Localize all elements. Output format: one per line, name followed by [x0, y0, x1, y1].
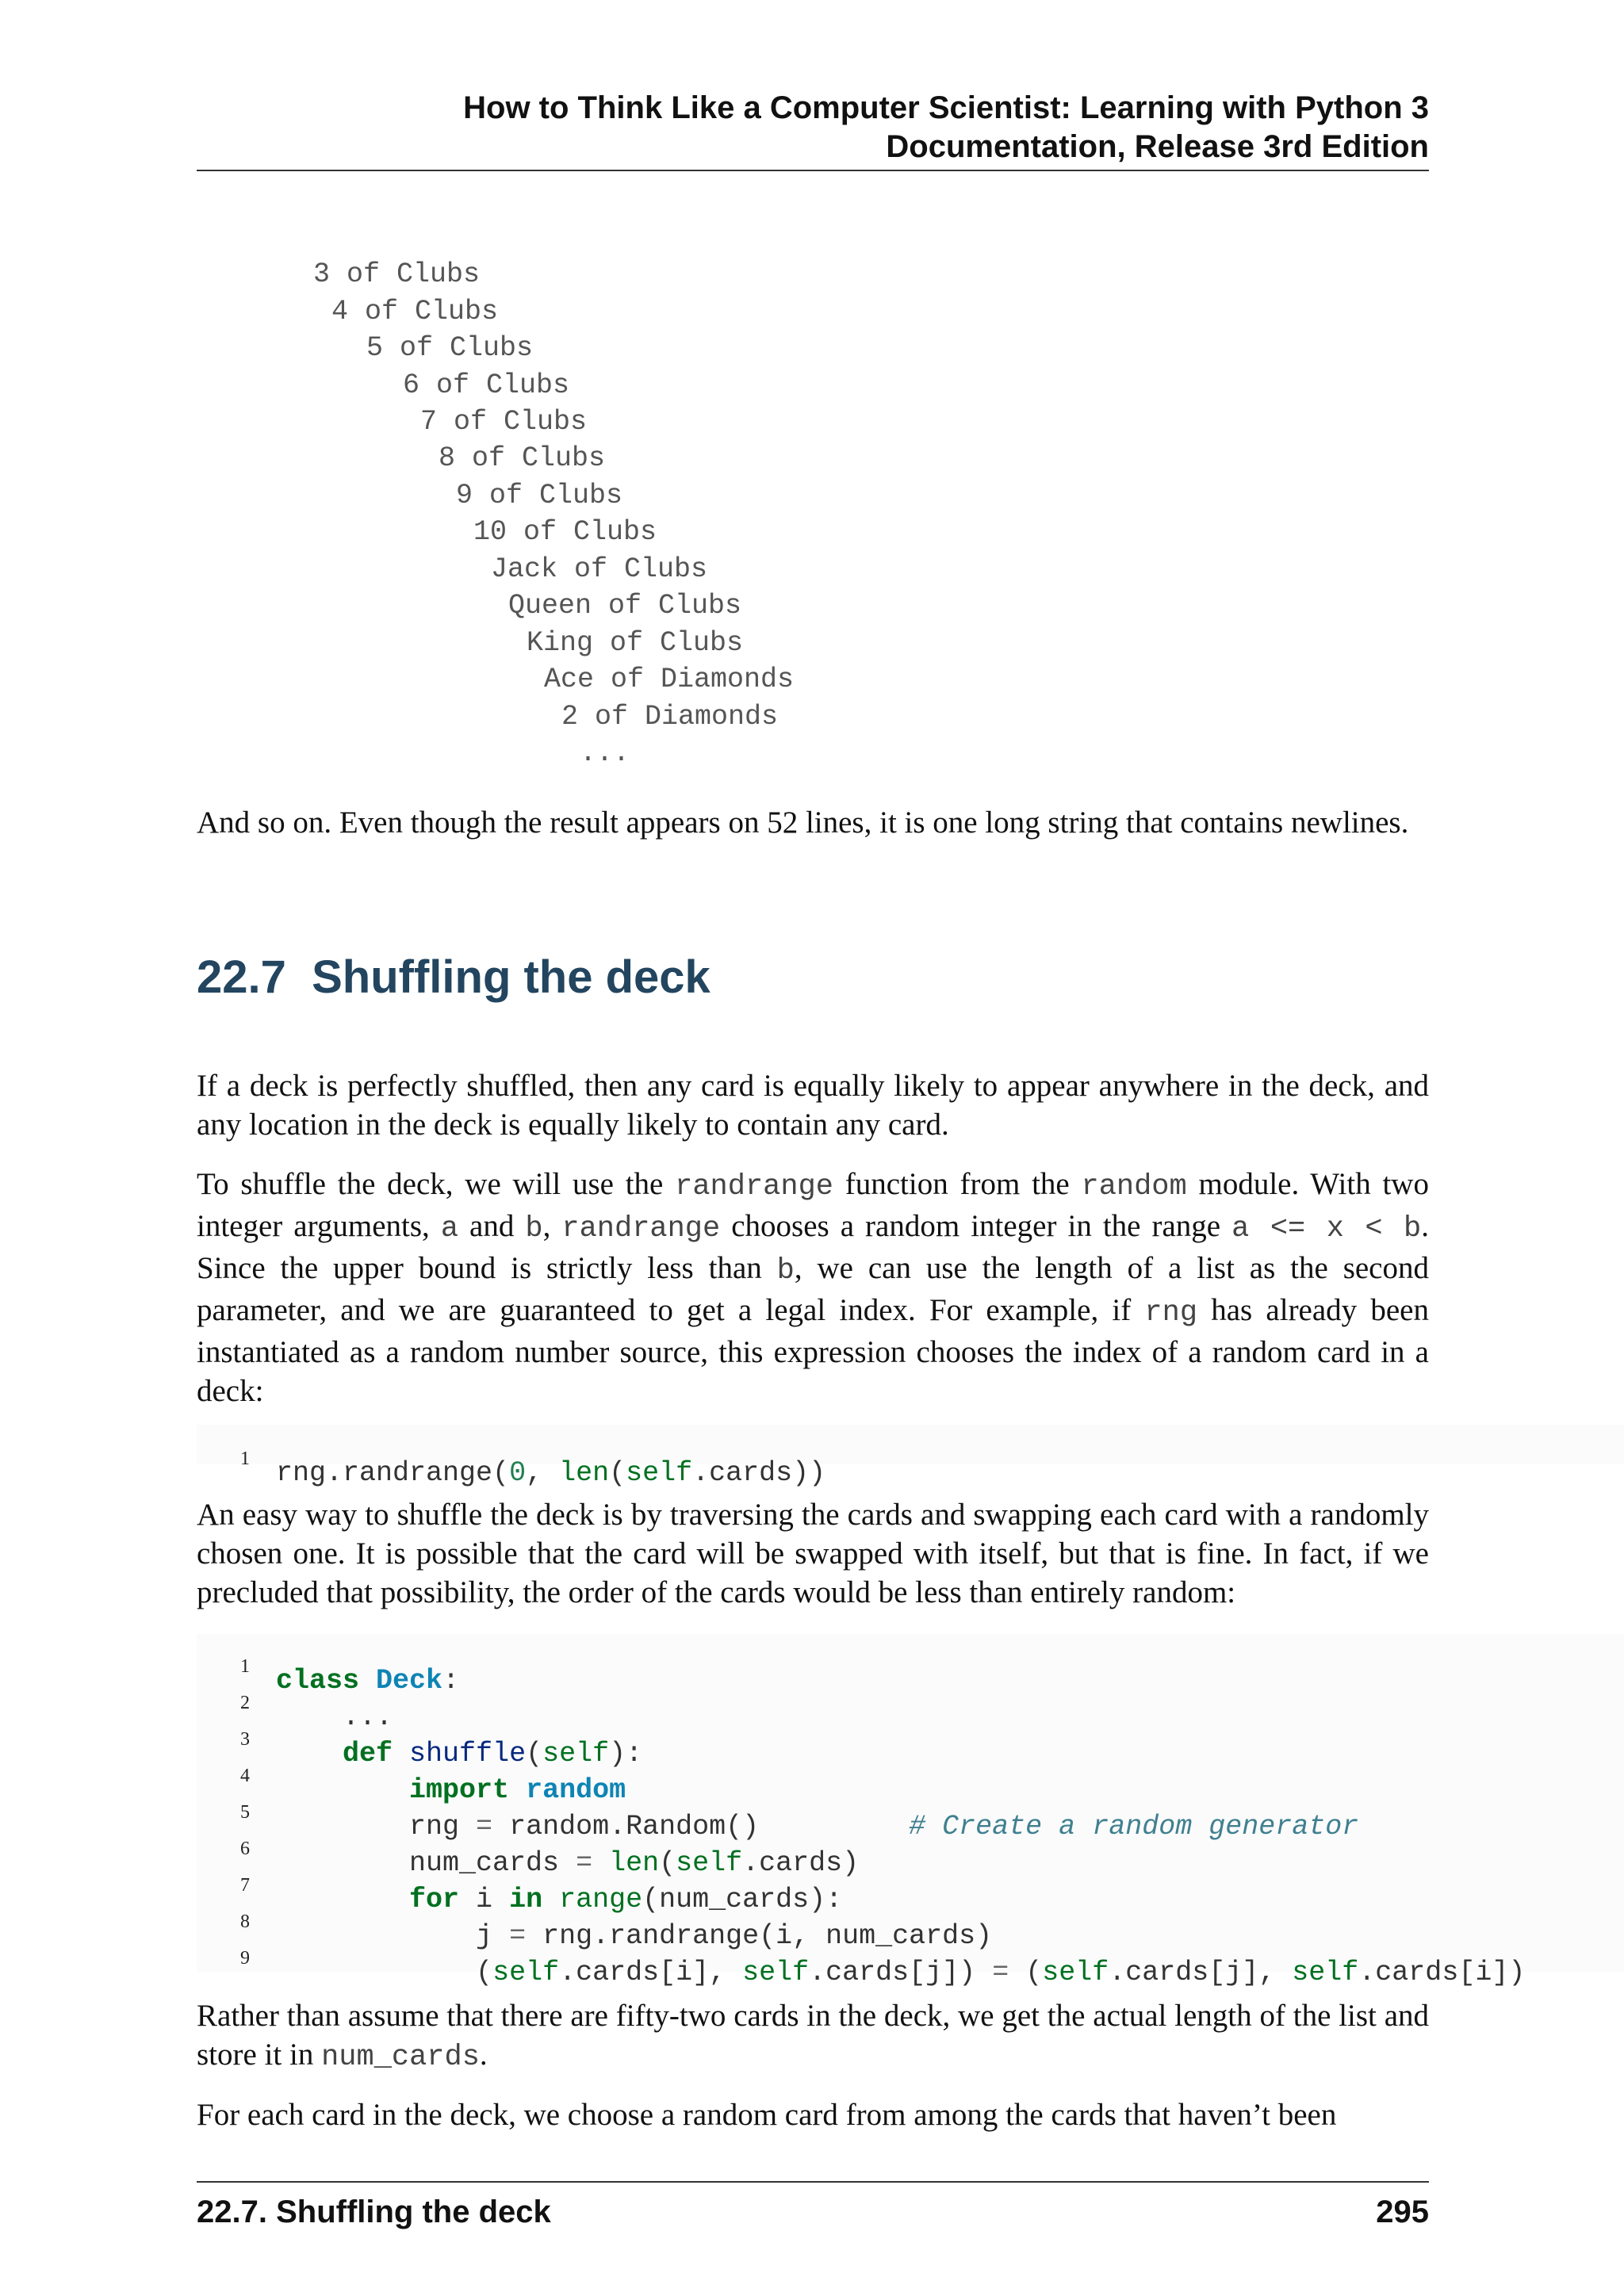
inline-code: randrange	[675, 1170, 833, 1203]
code-text: (self.cards[i], self.cards[j]) = (self.cards[j], self.cards[i])	[476, 1957, 1526, 1988]
paragraph	[197, 1996, 1429, 2077]
text-run: . Since the upper bound is strictly less than	[197, 1209, 1429, 1285]
running-footer	[197, 2193, 1429, 2231]
code-text: for i in range(num_cards):	[409, 1884, 843, 1915]
line-number: 4	[240, 1766, 250, 1786]
text-run: , we can use the length of a list as the second parameter, and we are guaranteed to get a legal index. For example, if	[197, 1251, 1429, 1327]
text-run: .	[479, 2038, 488, 2072]
output-line: Ace of Diamonds	[544, 664, 795, 695]
code-text: class Deck:	[276, 1665, 460, 1697]
footer-rule	[197, 2181, 1429, 2183]
line-number: 6	[240, 1839, 250, 1859]
text-run: ,	[542, 1209, 562, 1243]
paragraph	[197, 1165, 1429, 1410]
code-block	[197, 1425, 1624, 1489]
inline-code: a <= x < b	[1231, 1212, 1422, 1246]
header-line-2: Documentation, Release 3rd Edition	[886, 129, 1429, 164]
inline-code: b	[525, 1212, 543, 1246]
code-text: j = rng.randrange(i, num_cards)	[476, 1920, 993, 1952]
text-run: chooses a random integer in the range	[720, 1209, 1232, 1243]
code-line	[197, 1426, 826, 1489]
section-title: Shuffling the deck	[312, 951, 710, 1003]
output-line: 10 of Clubs	[473, 516, 657, 548]
line-number: 7	[240, 1875, 250, 1896]
section-heading	[197, 950, 710, 1005]
text-run: and	[458, 1209, 526, 1243]
inline-code: random	[1081, 1170, 1187, 1203]
paragraph: If a deck is perfectly shuffled, then any card is equally likely to appear anywhere in the deck, and any location in the deck is equally likely to contain any card.	[197, 1069, 1429, 1142]
inline-code: num_cards	[321, 2041, 480, 2074]
output-line: King of Clubs	[527, 627, 744, 659]
text-run: has already been instantiated as a random number source, this expression chooses the index of a random card in a deck:	[197, 1293, 1429, 1408]
output-line: 7 of Clubs	[420, 406, 588, 438]
code-text: num_cards = len(self.cards)	[409, 1847, 860, 1879]
output-line: 5 of Clubs	[366, 332, 534, 364]
code-text: def shuffle(self):	[343, 1738, 643, 1770]
line-number: 1	[240, 1448, 250, 1469]
text-run: Rather than assume that there are fifty-two cards in the deck, we get the actual length of the list and store it in	[197, 1999, 1429, 2072]
code-text: rng = random.Random() # Create a random generator	[409, 1811, 1359, 1843]
code-line	[197, 1816, 860, 1879]
inline-code: a	[440, 1212, 459, 1246]
paragraph: And so on. Even though the result appears on 52 lines, it is one long string that contains newlines.	[197, 806, 1409, 840]
code-text: rng.randrange(0, len(self.cards))	[276, 1457, 826, 1489]
text-run: module. With two integer arguments,	[197, 1167, 1429, 1243]
text-run: function from the	[833, 1167, 1082, 1201]
output-line: 9 of Clubs	[456, 480, 623, 511]
line-number: 5	[240, 1802, 250, 1823]
paragraph: For each card in the deck, we choose a random card from among the cards that haven’t been	[197, 2098, 1337, 2132]
output-line: 6 of Clubs	[403, 369, 570, 401]
footer-section: 22.7. Shuffling the deck	[197, 2195, 551, 2229]
code-line	[197, 1707, 643, 1770]
line-number: 3	[240, 1729, 250, 1750]
code-block	[197, 1634, 1624, 1988]
header-line-1: How to Think Like a Computer Scientist: Learning with Python 3	[463, 90, 1429, 125]
output-line: 8 of Clubs	[439, 442, 606, 474]
page-number: 295	[1376, 2195, 1429, 2229]
inline-code: b	[776, 1254, 795, 1288]
text-run: To shuffle the deck, we will use the	[197, 1167, 676, 1201]
line-number: 8	[240, 1911, 250, 1932]
output-line: 3 of Clubs	[313, 258, 481, 290]
header-rule	[197, 170, 1429, 171]
output-line: Jack of Clubs	[491, 553, 708, 585]
inline-code: rng	[1144, 1296, 1198, 1330]
line-number: 2	[240, 1693, 250, 1713]
code-text: ...	[343, 1701, 393, 1733]
output-line: 4 of Clubs	[331, 296, 499, 327]
running-header	[197, 89, 1429, 166]
code-line	[197, 1634, 460, 1697]
output-line: Queen of Clubs	[508, 590, 742, 622]
paragraph: An easy way to shuffle the deck is by traversing the cards and swapping each card with a randomly chosen one. It is possible that the card will be swapped with itself, but that is fine. In fact, if we precluded that possibility, the order of the cards would be less than entirely random:	[197, 1498, 1429, 1609]
line-number: 1	[240, 1656, 250, 1677]
output-line: 2 of Diamonds	[561, 701, 779, 733]
output-line: ...	[580, 737, 630, 769]
line-number: 9	[240, 1948, 250, 1969]
section-number: 22.7	[197, 951, 286, 1003]
code-text: import random	[409, 1774, 626, 1806]
inline-code: randrange	[561, 1212, 721, 1246]
